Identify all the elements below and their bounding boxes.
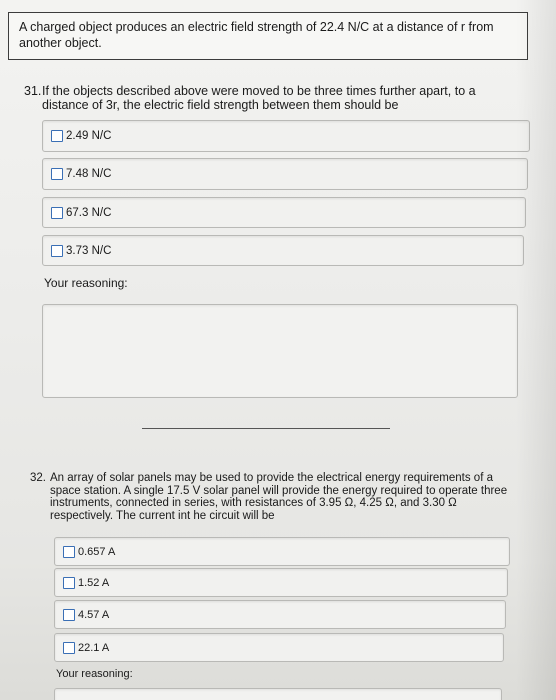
question-31-text: If the objects described above were moved to be three times further apart, to a distance of 3r, the electric field strength between them should be — [42, 84, 476, 112]
question-32-text: An array of solar panels may be used to provide the electrical energy requirements of a space station. A single 17.5 V solar panel will provide the energy required to operate three instruments, connected in series, with resistances of 3.95 Ω, 4.25 Ω, and 3.30 Ω respectively. The current int he circuit will be — [50, 472, 508, 522]
q31-option-4[interactable] — [42, 235, 524, 266]
checkbox-icon[interactable] — [63, 609, 75, 621]
checkbox-icon[interactable] — [51, 168, 63, 180]
intro-box — [8, 12, 528, 60]
q32-reasoning-label: Your reasoning: — [56, 668, 133, 680]
q32-option-3[interactable] — [54, 600, 506, 629]
q32-option-2-label: 1.52 A — [78, 576, 110, 589]
q32-option-4[interactable] — [54, 633, 504, 662]
divider-line — [142, 428, 390, 429]
page-shadow — [516, 0, 556, 700]
checkbox-icon[interactable] — [63, 546, 75, 558]
intro-text: A charged object produces an electric field strength of 22.4 N/C at a distance of r from another object. — [19, 20, 494, 50]
q32-option-4-label: 22.1 A — [78, 641, 110, 654]
q32-option-1[interactable] — [54, 537, 510, 566]
q31-option-2[interactable] — [42, 158, 528, 190]
q31-option-4-label: 3.73 N/C — [66, 244, 112, 257]
q31-reasoning-input[interactable] — [42, 304, 518, 398]
q31-option-3-label: 67.3 N/C — [66, 206, 112, 219]
checkbox-icon[interactable] — [51, 207, 63, 219]
q32-option-1-label: 0.657 A — [78, 545, 116, 558]
checkbox-icon[interactable] — [51, 245, 63, 257]
q31-option-1-label: 2.49 N/C — [66, 130, 112, 142]
q32-option-3-label: 4.57 A — [78, 608, 110, 621]
q32-option-2[interactable] — [54, 568, 508, 597]
q32-reasoning-input[interactable] — [54, 688, 502, 700]
q31-option-1[interactable] — [42, 120, 530, 152]
q31-option-2-label: 7.48 N/C — [66, 168, 112, 180]
question-32 — [30, 472, 510, 522]
checkbox-icon[interactable] — [63, 577, 75, 589]
question-31-number: 31. — [24, 84, 42, 98]
q31-reasoning-label: Your reasoning: — [44, 276, 128, 290]
question-31 — [24, 84, 514, 112]
checkbox-icon[interactable] — [51, 130, 63, 142]
q31-option-3[interactable] — [42, 197, 526, 228]
question-32-number: 32. — [30, 472, 46, 484]
checkbox-icon[interactable] — [63, 642, 75, 654]
